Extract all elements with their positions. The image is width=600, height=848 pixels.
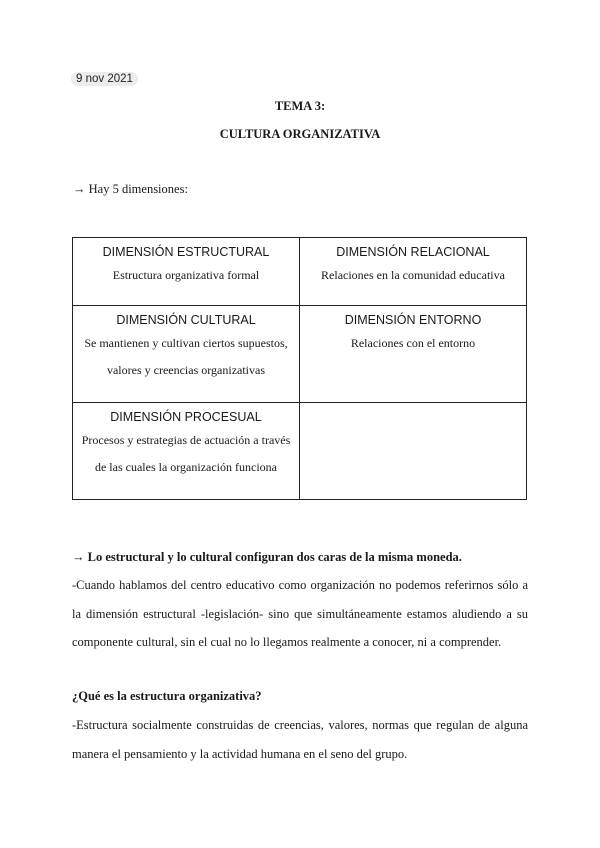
dimension-description: Procesos y estrategias de actuación a través xyxy=(81,433,291,447)
topic-number: TEMA 3: xyxy=(274,99,326,113)
dimension-description: Se mantienen y cultivan ciertos supuestos, xyxy=(84,336,288,350)
dimension-cell-entorno xyxy=(300,306,527,403)
dimension-cell-estructural xyxy=(73,238,300,306)
dimension-heading: DIMENSIÓN CULTURAL xyxy=(116,313,256,327)
topic-title: CULTURA ORGANIZATIVA xyxy=(219,127,381,141)
dimension-cell-procesual xyxy=(73,403,300,500)
table-row xyxy=(73,306,527,403)
section-body: -Estructura socialmente construidas de creencias, valores, normas que regulan de alguna manera el pensamiento y la actividad humana en el seno del grupo. xyxy=(72,718,528,761)
dimensions-table xyxy=(72,237,527,500)
date-chip[interactable]: 9 nov 2021 xyxy=(71,72,138,86)
dimension-description: Relaciones en la comunidad educativa xyxy=(321,268,505,282)
dimension-heading: DIMENSIÓN ENTORNO xyxy=(344,313,482,327)
dimension-cell-cultural xyxy=(73,306,300,403)
dimension-description: Estructura organizativa formal xyxy=(112,268,260,282)
dimension-description: de las cuales la organización funciona xyxy=(94,460,278,474)
table-row xyxy=(73,238,527,306)
section-body: -Cuando hablamos del centro educativo como organización no podemos referirnos sólo a la dimensión estructural -legislación- sino que simultáneamente estamos aludiendo a su componente cultural, sin el cual no lo llegamos realmente a conocer, ni a comprender. xyxy=(72,578,528,649)
section-heading: ¿Qué es la estructura organizativa? xyxy=(72,689,262,703)
section-heading: → Lo estructural y lo cultural configuran dos caras de la misma moneda. xyxy=(72,550,462,564)
dimension-heading: DIMENSIÓN RELACIONAL xyxy=(336,245,490,259)
table-row xyxy=(73,403,527,500)
dimension-cell-relacional xyxy=(300,238,527,306)
dimension-heading: DIMENSIÓN PROCESUAL xyxy=(110,410,262,424)
empty-cell xyxy=(300,403,527,500)
dimension-description: valores y creencias organizativas xyxy=(106,363,266,377)
dimension-description: Relaciones con el entorno xyxy=(350,336,476,350)
intro-line: → Hay 5 dimensiones: xyxy=(73,182,188,196)
dimension-heading: DIMENSIÓN ESTRUCTURAL xyxy=(102,245,270,259)
